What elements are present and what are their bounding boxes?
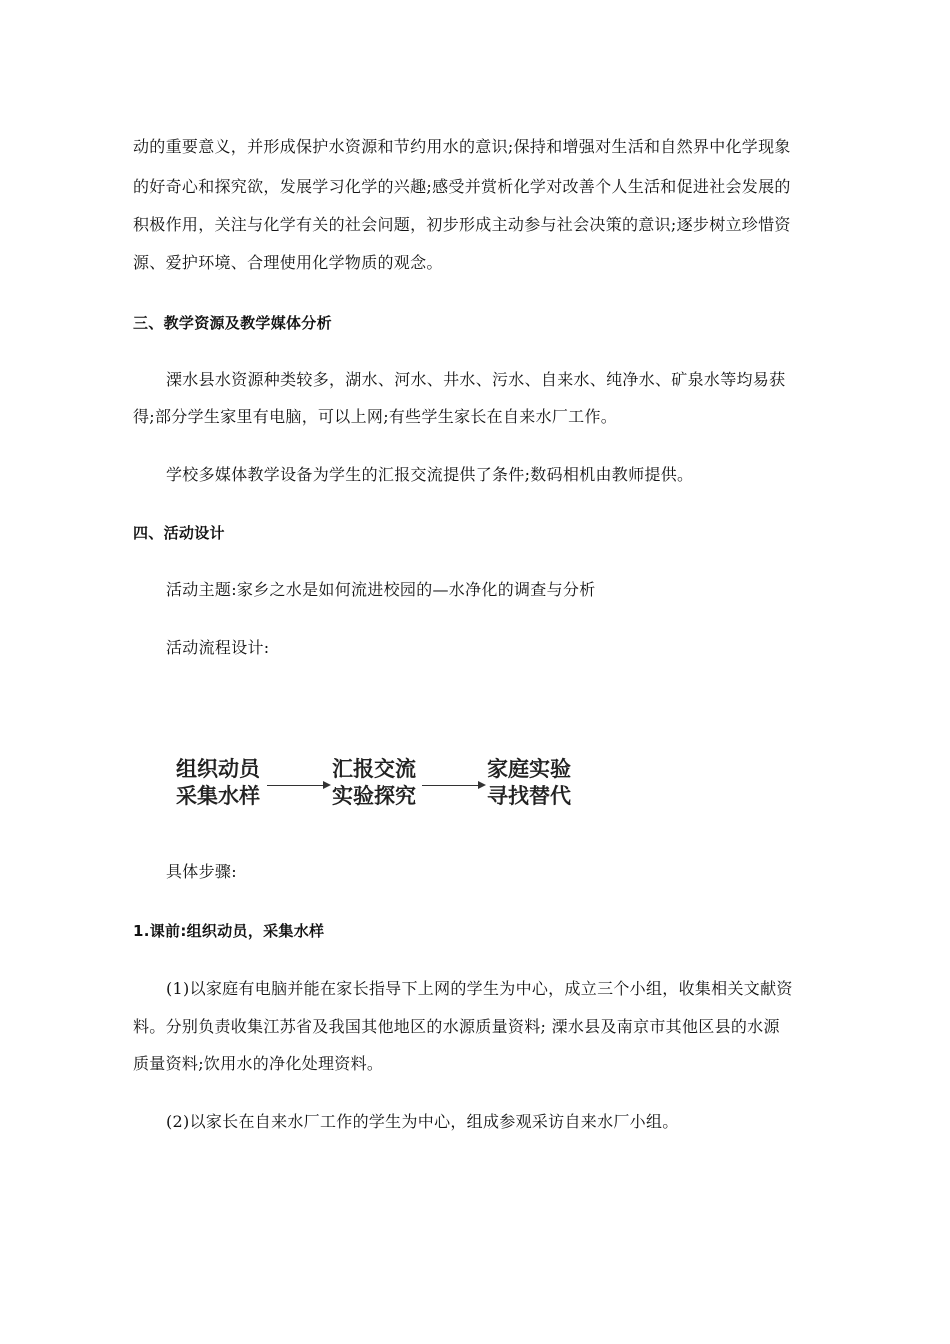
- flow-step-2: [332, 756, 416, 810]
- flow-step-1: [176, 756, 260, 810]
- activity-theme: 活动主题:家乡之水是如何流进校园的—水净化的调查与分析: [166, 580, 596, 599]
- flow-step-3-line2: 寻找替代: [487, 784, 571, 808]
- item1-line1: (1)以家庭有电脑并能在家长指导下上网的学生为中心，成立三个小组，收集相关文献资: [166, 979, 793, 998]
- step1-heading: 1.课前:组织动员，采集水样: [133, 922, 325, 940]
- intro-line-1: 动的重要意义，并形成保护水资源和节约用水的意识;保持和增强对生活和自然界中化学现象: [133, 137, 791, 156]
- intro-line-4: 源、爱护环境、合理使用化学物质的观念。: [133, 253, 443, 272]
- flow-step-3: [487, 756, 571, 810]
- intro-line-3: 积极作用，关注与化学有关的社会问题，初步形成主动参与社会决策的意识;逐步树立珍惜资: [133, 215, 791, 234]
- flow-arrow-1: [267, 785, 329, 786]
- flow-step-1-line2: 采集水样: [176, 784, 260, 808]
- item2: (2)以家长在自来水厂工作的学生为中心，组成参观采访自来水厂小组。: [166, 1112, 679, 1131]
- flow-step-3-line1: 家庭实验: [487, 757, 571, 781]
- section3-para1-line1: 溧水县水资源种类较多，湖水、河水、井水、污水、自来水、纯净水、矿泉水等均易获: [166, 370, 786, 389]
- intro-line-2: 的好奇心和探究欲，发展学习化学的兴趣;感受并赏析化学对改善个人生活和促进社会发展的: [133, 177, 791, 196]
- flow-step-2-line2: 实验探究: [332, 784, 416, 808]
- steps-label: 具体步骤:: [166, 862, 237, 881]
- activity-flow-diagram: [176, 756, 596, 816]
- section3-para2: 学校多媒体教学设备为学生的汇报交流提供了条件;数码相机由教师提供。: [166, 465, 694, 484]
- item1-line3: 质量资料;饮用水的净化处理资料。: [133, 1054, 384, 1073]
- section4-heading: 四、活动设计: [133, 524, 225, 542]
- item1-line2: 料。分别负责收集江苏省及我国其他地区的水源质量资料; 溧水县及南京市其他区县的水源: [133, 1017, 780, 1036]
- section3-heading: 三、教学资源及教学媒体分析: [133, 314, 332, 332]
- flow-step-2-line1: 汇报交流: [332, 757, 416, 781]
- flow-arrow-2: [422, 785, 484, 786]
- flow-step-1-line1: 组织动员: [176, 757, 260, 781]
- section3-para1-line2: 得;部分学生家里有电脑，可以上网;有些学生家长在自来水厂工作。: [133, 407, 618, 426]
- flow-label: 活动流程设计:: [166, 638, 270, 657]
